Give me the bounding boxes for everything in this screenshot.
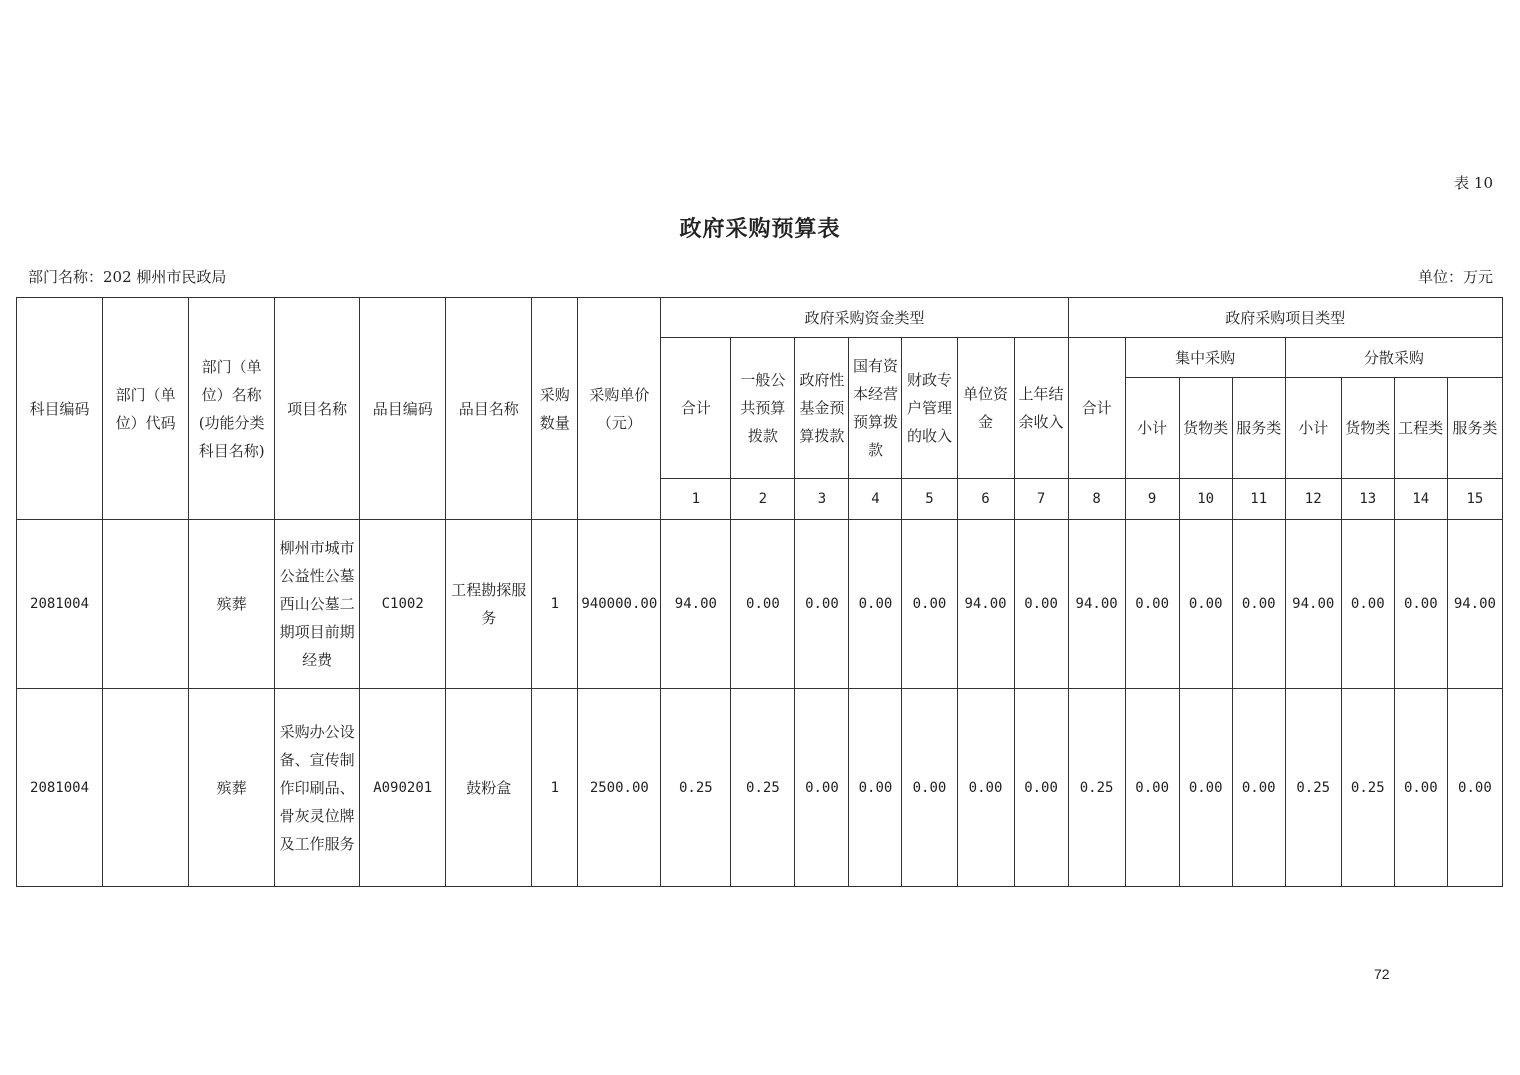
header-quantity: 采购数量	[532, 298, 578, 520]
cell-value: 94.00	[957, 520, 1014, 689]
cell-value: 94.00	[1447, 520, 1502, 689]
cell-project-name: 柳州市城市公益性公墓西山公墓二期项目前期经费	[275, 520, 360, 689]
cell-value: 94.00	[1285, 520, 1341, 689]
cell-dept-name: 殡葬	[189, 520, 275, 689]
header-general-budget: 一般公共预算拨款	[731, 338, 795, 479]
cell-item-code: A090201	[360, 689, 446, 887]
cell-unit-price: 940000.00	[578, 520, 661, 689]
cell-value: 0.00	[1014, 689, 1068, 887]
cell-value: 0.25	[1341, 689, 1394, 887]
header-special-income: 财政专户管理的收入	[902, 338, 957, 479]
cell-value: 0.00	[1394, 689, 1447, 887]
cell-value: 0.00	[957, 689, 1014, 887]
header-prev-balance: 上年结余收入	[1014, 338, 1068, 479]
cell-value: 0.25	[731, 689, 795, 887]
cell-dept-code	[103, 520, 189, 689]
header-decentral-subtotal: 小计	[1285, 378, 1341, 479]
cell-dept-name: 殡葬	[189, 689, 275, 887]
cell-quantity: 1	[532, 520, 578, 689]
cell-value: 0.00	[1014, 520, 1068, 689]
cell-value: 0.00	[795, 520, 849, 689]
cell-value: 0.00	[849, 520, 902, 689]
header-state-capital: 国有资本经营预算拨款	[849, 338, 902, 479]
col-number: 6	[957, 479, 1014, 520]
header-subject-code: 科目编码	[17, 298, 103, 520]
cell-subject-code: 2081004	[17, 520, 103, 689]
page-title: 政府采购预算表	[679, 216, 841, 242]
col-number: 15	[1447, 479, 1502, 520]
cell-value: 0.00	[1394, 520, 1447, 689]
cell-value: 94.00	[1068, 520, 1125, 689]
col-number: 5	[902, 479, 957, 520]
cell-value: 0.00	[1125, 520, 1179, 689]
col-number: 2	[731, 479, 795, 520]
col-number: 3	[795, 479, 849, 520]
col-number: 4	[849, 479, 902, 520]
header-unit-price: 采购单价（元）	[578, 298, 661, 520]
col-number: 7	[1014, 479, 1068, 520]
header-dept-name: 部门（单位）名称(功能分类科目名称)	[189, 298, 275, 520]
cell-value: 0.00	[1341, 520, 1394, 689]
cell-value: 0.25	[1285, 689, 1341, 887]
cell-value: 0.00	[1232, 520, 1285, 689]
department-label: 部门名称：202 柳州市民政局	[28, 268, 227, 286]
header-fund-type-group: 政府采购资金类型	[661, 298, 1068, 338]
col-number: 13	[1341, 479, 1394, 520]
cell-value: 0.00	[849, 689, 902, 887]
header-unit-fund: 单位资金	[957, 338, 1014, 479]
header-project-type-group: 政府采购项目类型	[1068, 298, 1502, 338]
cell-value: 94.00	[661, 520, 731, 689]
header-decentral-services: 服务类	[1447, 378, 1502, 479]
header-item-name: 品目名称	[446, 298, 532, 520]
cell-item-name: 鼓粉盒	[446, 689, 532, 887]
table-number: 表 10	[1454, 174, 1493, 192]
page-number: 72	[1374, 966, 1390, 982]
cell-value: 0.00	[795, 689, 849, 887]
cell-item-name: 工程勘探服务	[446, 520, 532, 689]
cell-value: 0.25	[1068, 689, 1125, 887]
col-number: 14	[1394, 479, 1447, 520]
col-number: 8	[1068, 479, 1125, 520]
table-row	[17, 689, 1503, 887]
col-number: 1	[661, 479, 731, 520]
cell-project-name: 采购办公设备、宣传制作印刷品、骨灰灵位牌及工作服务	[275, 689, 360, 887]
cell-subject-code: 2081004	[17, 689, 103, 887]
cell-quantity: 1	[532, 689, 578, 887]
header-item-code: 品目编码	[360, 298, 446, 520]
cell-value: 0.00	[1179, 520, 1232, 689]
header-central-services: 服务类	[1232, 378, 1285, 479]
cell-item-code: C1002	[360, 520, 446, 689]
cell-value: 0.00	[1179, 689, 1232, 887]
cell-value: 0.00	[1232, 689, 1285, 887]
table-row	[17, 520, 1503, 689]
header-dept-code: 部门（单位）代码	[103, 298, 189, 520]
procurement-budget-table	[16, 297, 1503, 887]
header-decentralized: 分散采购	[1285, 338, 1502, 378]
cell-value: 0.00	[902, 689, 957, 887]
header-project-name: 项目名称	[275, 298, 360, 520]
cell-value: 0.00	[731, 520, 795, 689]
col-number: 12	[1285, 479, 1341, 520]
header-fund-total: 合计	[661, 338, 731, 479]
header-central-subtotal: 小计	[1125, 378, 1179, 479]
header-centralized: 集中采购	[1125, 338, 1285, 378]
cell-unit-price: 2500.00	[578, 689, 661, 887]
col-number: 10	[1179, 479, 1232, 520]
cell-value: 0.00	[902, 520, 957, 689]
header-decentral-goods: 货物类	[1341, 378, 1394, 479]
col-number: 9	[1125, 479, 1179, 520]
col-number: 11	[1232, 479, 1285, 520]
header-gov-fund-budget: 政府性基金预算拨款	[795, 338, 849, 479]
unit-label: 单位：万元	[1417, 268, 1493, 286]
header-decentral-engineering: 工程类	[1394, 378, 1447, 479]
cell-value: 0.25	[661, 689, 731, 887]
cell-value: 0.00	[1125, 689, 1179, 887]
cell-dept-code	[103, 689, 189, 887]
header-central-goods: 货物类	[1179, 378, 1232, 479]
header-proj-total: 合计	[1068, 338, 1125, 479]
cell-value: 0.00	[1447, 689, 1502, 887]
